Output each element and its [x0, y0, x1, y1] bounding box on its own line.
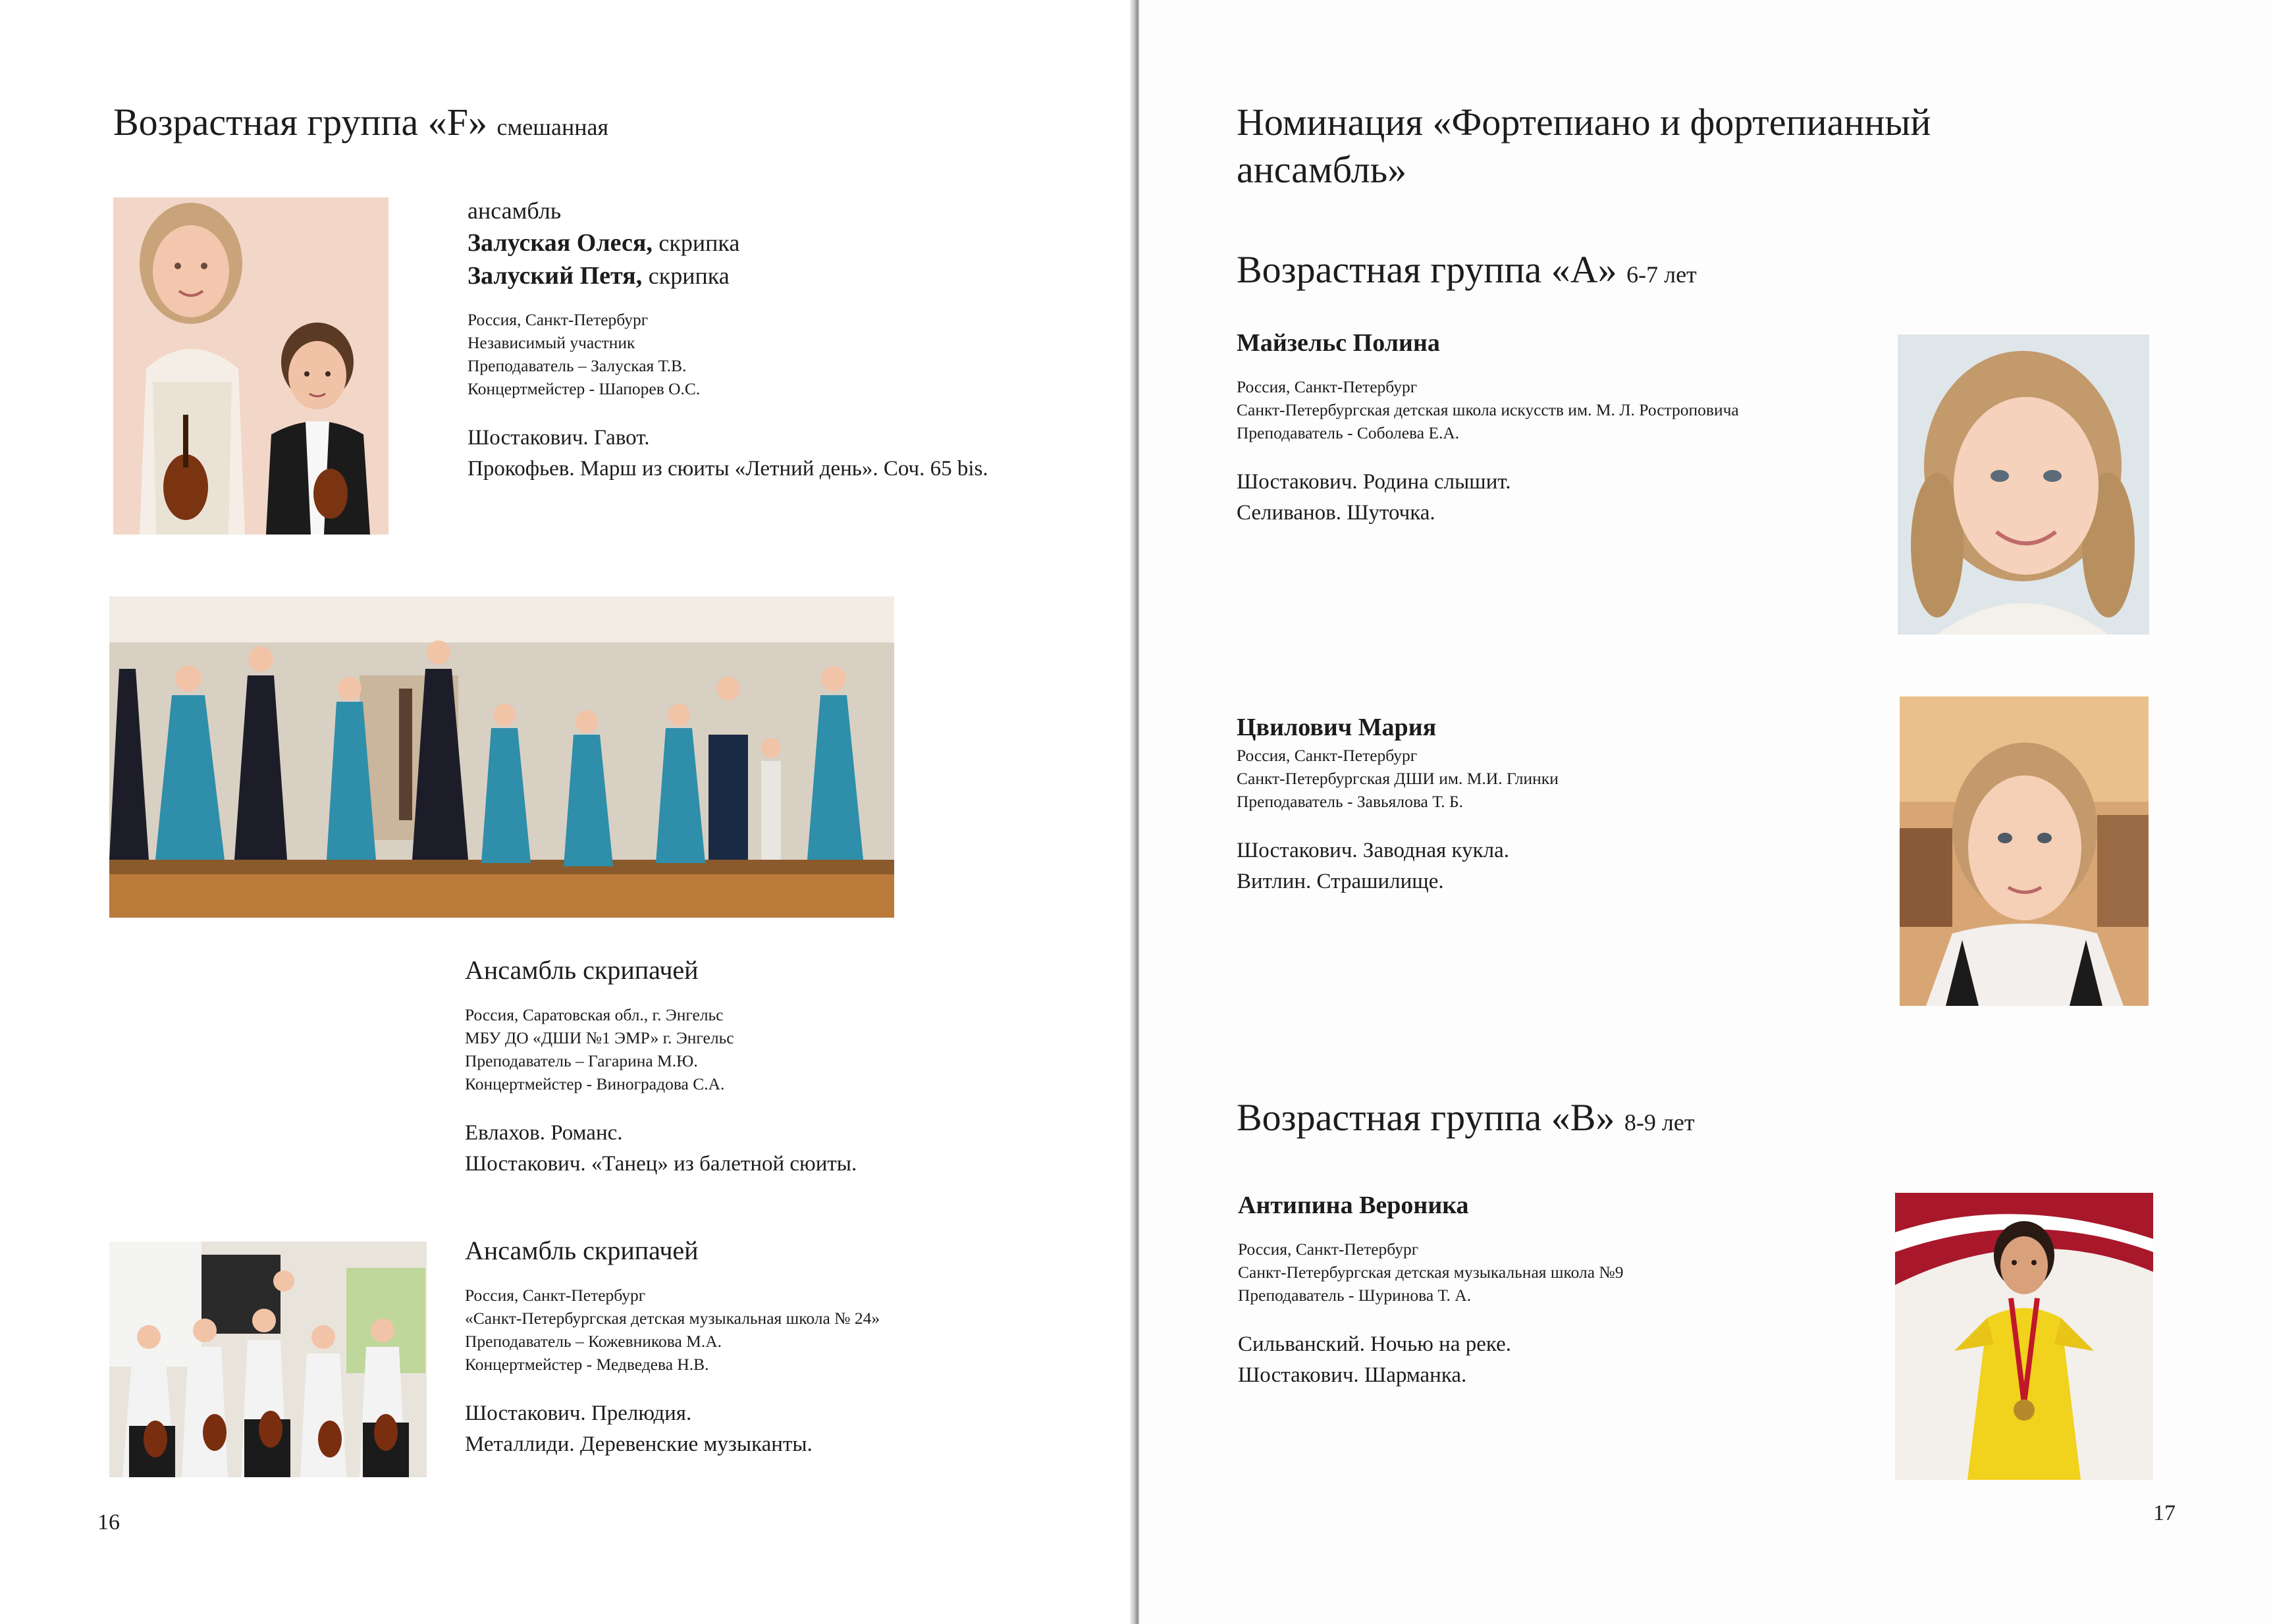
performer-2-instrument: скрипка	[648, 263, 730, 289]
entry-maizels	[1237, 327, 2014, 529]
entry-engels-location: Россия, Саратовская обл., г. Энгельс	[465, 1005, 724, 1024]
entry-duo-location: Россия, Санкт-Петербург	[468, 310, 649, 329]
entry-duo-piece-1: Шостакович. Гавот.	[468, 426, 650, 450]
entry-engels-piece-1: Евлахов. Романс.	[465, 1121, 623, 1145]
entry-duo	[468, 195, 1073, 485]
entry-engels-teacher: Преподаватель – Гагарина М.Ю.	[465, 1051, 698, 1070]
entry-school24-piece-2: Металлиди. Деревенские музыканты.	[465, 1432, 813, 1456]
entry-school24-location: Россия, Санкт-Петербург	[465, 1286, 646, 1305]
entry-tsvilovich-name: Цвилович Мария	[1237, 714, 1437, 741]
entry-maizels-piece-2: Селиванов. Шуточка.	[1237, 501, 1435, 525]
group-a-heading	[1237, 246, 1697, 294]
entry-antipina-location: Россия, Санкт-Петербург	[1238, 1240, 1419, 1259]
entry-tsvilovich-location: Россия, Санкт-Петербург	[1237, 746, 1418, 765]
performer-2	[468, 259, 1073, 292]
entry-tsvilovich-piece-1: Шостакович. Заводная кукла.	[1237, 839, 1509, 862]
page-number-left: 16	[97, 1510, 120, 1534]
entry-maizels-location: Россия, Санкт-Петербург	[1237, 377, 1418, 396]
performer-1	[468, 226, 1073, 259]
ensemble-stage-photo	[109, 596, 894, 918]
entry-tsvilovich	[1237, 711, 1961, 897]
group-b-title: Возрастная группа «В»	[1237, 1096, 1615, 1139]
entry-antipina-teacher: Преподаватель - Шуринова Т. А.	[1238, 1286, 1472, 1305]
left-page	[0, 0, 1134, 1624]
group-f-subtitle: смешанная	[496, 114, 609, 140]
entry-duo-accompanist: Концертмейстер - Шапорев О.С.	[468, 379, 701, 398]
entry-maizels-teacher: Преподаватель - Соболева Е.А.	[1237, 423, 1460, 442]
performer-2-name: Залуский Петя,	[468, 262, 643, 290]
nomination-heading	[1237, 99, 1931, 194]
entry-duo-school: Независимый участник	[468, 333, 635, 352]
entry-antipina-piece-1: Сильванский. Ночью на реке.	[1238, 1332, 1511, 1356]
duo-photo	[113, 197, 388, 535]
maizels-portrait-photo	[1898, 334, 2149, 635]
entry-antipina-piece-2: Шостакович. Шарманка.	[1238, 1363, 1467, 1387]
entry-maizels-piece-1: Шостакович. Родина слышит.	[1237, 470, 1511, 494]
entry-school24-school: «Санкт-Петербургская детская музыкальная школа № 24»	[465, 1309, 880, 1328]
entry-duo-type: ансамбль	[468, 197, 562, 224]
performer-1-name: Залуская Олеся,	[468, 229, 653, 257]
tsvilovich-portrait-photo	[1900, 696, 2149, 1006]
entry-antipina-school: Санкт-Петербургская детская музыкальная школа №9	[1238, 1263, 1624, 1282]
entry-engels	[465, 953, 1097, 1180]
entry-school24-title: Ансамбль скрипачей	[465, 1236, 699, 1265]
school24-ensemble-photo	[109, 1242, 427, 1477]
entry-engels-school: МБУ ДО «ДШИ №1 ЭМР» г. Энгельс	[465, 1028, 734, 1047]
group-a-subtitle: 6-7 лет	[1626, 261, 1697, 288]
right-page	[1139, 0, 2273, 1624]
entry-tsvilovich-teacher: Преподаватель - Завьялова Т. Б.	[1237, 792, 1464, 811]
entry-duo-piece-2: Прокофьев. Марш из сюиты «Летний день». Соч. 65 bis.	[468, 457, 988, 481]
group-b-subtitle: 8-9 лет	[1624, 1109, 1695, 1136]
entry-antipina	[1238, 1189, 1962, 1391]
entry-school24	[465, 1234, 1097, 1460]
entry-tsvilovich-piece-2: Витлин. Страшилище.	[1237, 870, 1444, 893]
group-f-heading	[113, 99, 608, 147]
group-f-title: Возрастная группа «F»	[113, 101, 487, 144]
entry-maizels-name: Майзельс Полина	[1237, 329, 1440, 357]
entry-maizels-school: Санкт-Петербургская детская школа искусств им. М. Л. Ростроповича	[1237, 400, 1739, 419]
entry-antipina-name: Антипина Вероника	[1238, 1192, 1469, 1219]
antipina-photo	[1895, 1193, 2153, 1480]
group-a-title: Возрастная группа «А»	[1237, 248, 1617, 291]
entry-school24-teacher: Преподаватель – Кожевникова М.А.	[465, 1332, 722, 1351]
nomination-line-1: Номинация «Фортепиано и фортепианный	[1237, 101, 1931, 144]
group-b-heading	[1237, 1094, 1695, 1142]
nomination-line-2: ансамбль»	[1237, 148, 1407, 191]
entry-engels-accompanist: Концертмейстер - Виноградова С.А.	[465, 1074, 725, 1093]
entry-school24-piece-1: Шостакович. Прелюдия.	[465, 1401, 692, 1425]
page-number-right: 17	[2153, 1501, 2176, 1525]
entry-engels-piece-2: Шостакович. «Танец» из балетной сюиты.	[465, 1152, 857, 1176]
entry-tsvilovich-school: Санкт-Петербургская ДШИ им. М.И. Глинки	[1237, 769, 1559, 788]
entry-engels-title: Ансамбль скрипачей	[465, 955, 699, 985]
entry-school24-accompanist: Концертмейстер - Медведева Н.В.	[465, 1355, 709, 1374]
performer-1-instrument: скрипка	[658, 230, 740, 256]
entry-duo-teacher: Преподаватель – Залуская Т.В.	[468, 356, 687, 375]
